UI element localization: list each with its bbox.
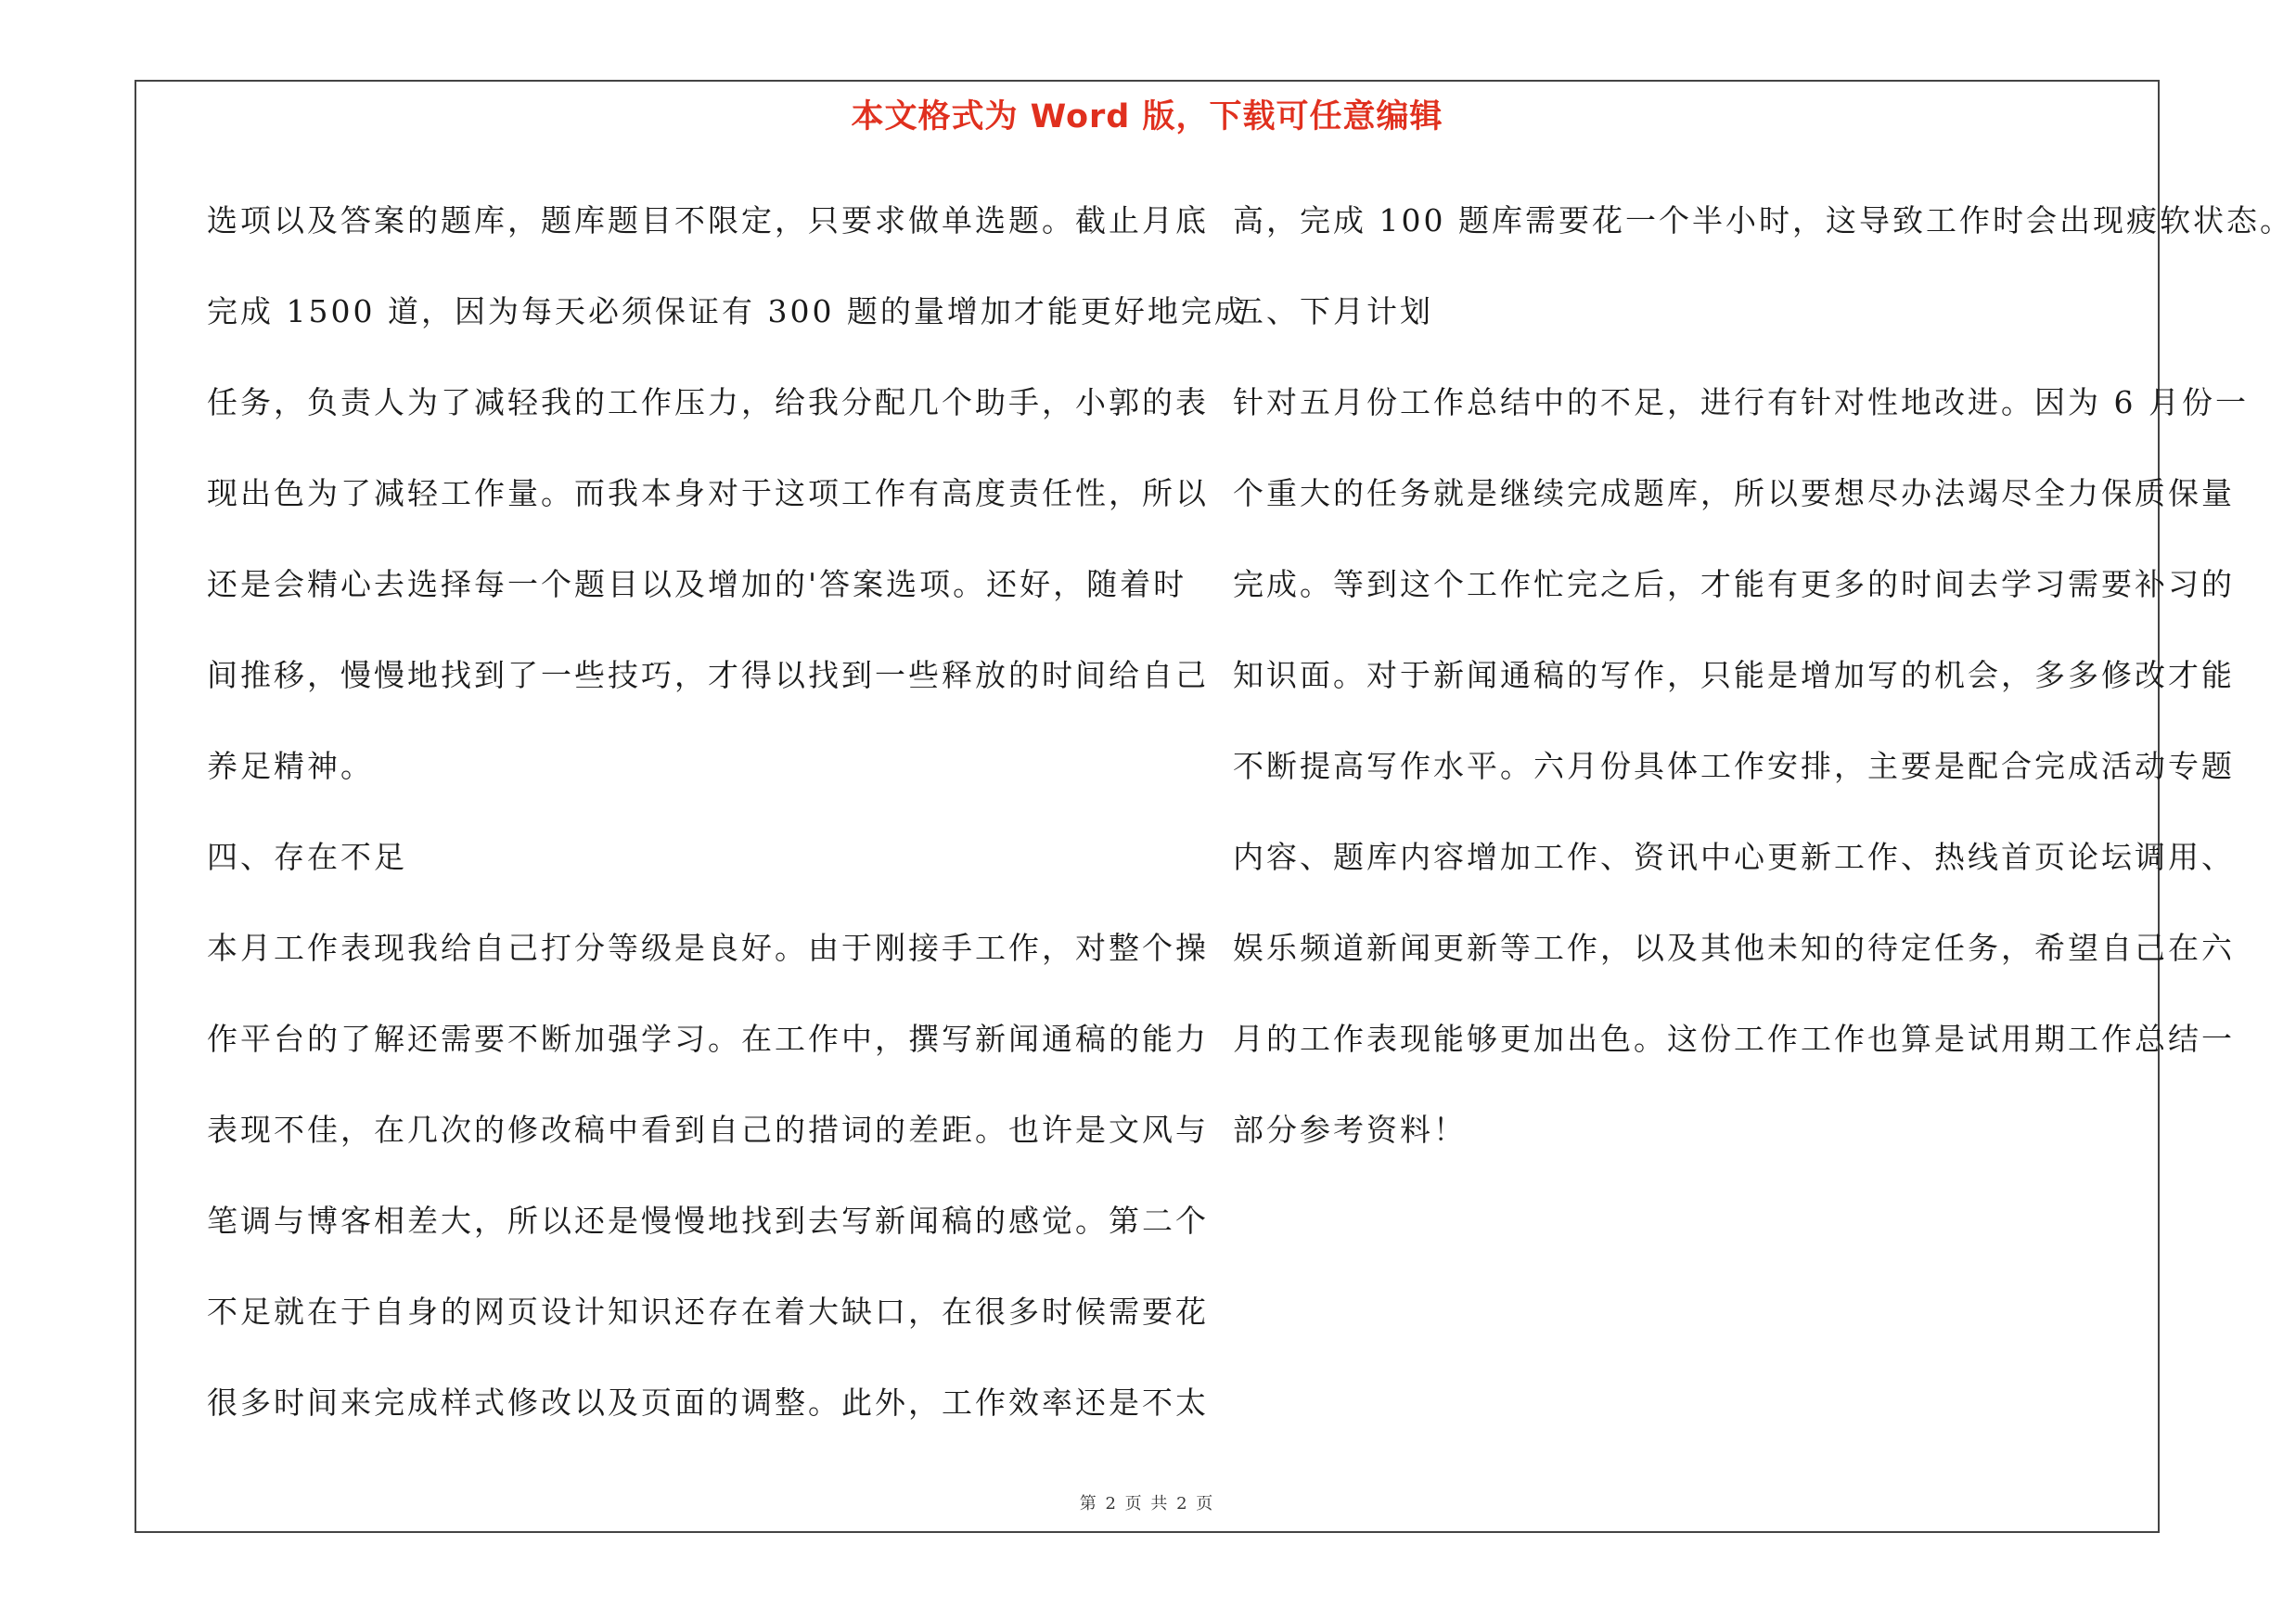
page-frame <box>135 80 2293 1533</box>
text-line: 个重大的任务就是继续完成题库，所以要想尽办法竭尽全力保质保量 <box>1233 475 2235 511</box>
text-line: 高，完成 100 题库需要花一个半小时，这导致工作时会出现疲软状态。 <box>1233 202 2293 238</box>
page-number: 第 2 页 共 2 页 <box>1079 1494 1215 1514</box>
left-column <box>207 191 1248 1464</box>
text-line: 笔调与博客相差大，所以还是慢慢地找到去写新闻稿的感觉。第二个 <box>207 1203 1209 1239</box>
text-line: 表现不佳，在几次的修改稿中看到自己的措词的差距。也许是文风与 <box>207 1112 1209 1148</box>
section-heading: 五、下月计划 <box>1233 293 1433 329</box>
text-line: 作平台的了解还需要不断加强学习。在工作中，撰写新闻通稿的能力 <box>207 1021 1209 1057</box>
text-line: 不断提高写作水平。六月份具体工作安排，主要是配合完成活动专题 <box>1233 748 2235 784</box>
text-line: 本月工作表现我给自己打分等级是良好。由于刚接手工作，对整个操 <box>207 930 1209 966</box>
text-line: 内容、题库内容增加工作、资讯中心更新工作、热线首页论坛调用、 <box>1233 839 2235 875</box>
text-line: 娱乐频道新闻更新等工作，以及其他未知的待定任务，希望自己在六 <box>1233 930 2235 966</box>
text-line: 月的工作表现能够更加出色。这份工作工作也算是试用期工作总结一 <box>1233 1021 2235 1057</box>
text-line: 针对五月份工作总结中的不足，进行有针对性地改进。因为 6 月份一 <box>1233 384 2249 420</box>
text-line: 任务，负责人为了减轻我的工作压力，给我分配几个助手，小郭的表 <box>207 384 1209 420</box>
text-line: 完成 1500 道，因为每天必须保证有 300 题的量增加才能更好地完成 <box>207 293 1248 329</box>
text-line: 知识面。对于新闻通稿的写作，只能是增加写的机会，多多修改才能 <box>1233 657 2235 693</box>
text-line: 还是会精心去选择每一个题目以及增加的'答案选项。还好，随着时 <box>207 566 1187 602</box>
section-heading: 四、存在不足 <box>207 839 407 875</box>
text-line: 部分参考资料！ <box>1233 1112 1467 1148</box>
text-line: 不足就在于自身的网页设计知识还存在着大缺口，在很多时候需要花 <box>207 1294 1209 1330</box>
text-line: 很多时间来完成样式修改以及页面的调整。此外，工作效率还是不太 <box>207 1385 1209 1421</box>
text-line: 养足精神。 <box>207 748 374 784</box>
text-line: 选项以及答案的题库，题库题目不限定，只要求做单选题。截止月底 <box>207 202 1209 238</box>
text-line: 现出色为了减轻工作量。而我本身对于这项工作有高度责任性，所以 <box>207 475 1209 511</box>
right-column <box>1233 191 2293 1191</box>
text-line: 完成。等到这个工作忙完之后，才能有更多的时间去学习需要补习的 <box>1233 566 2235 602</box>
text-line: 间推移，慢慢地找到了一些技巧，才得以找到一些释放的时间给自己 <box>207 657 1209 693</box>
header-banner: 本文格式为 Word 版，下载可任意编辑 <box>851 98 1443 135</box>
